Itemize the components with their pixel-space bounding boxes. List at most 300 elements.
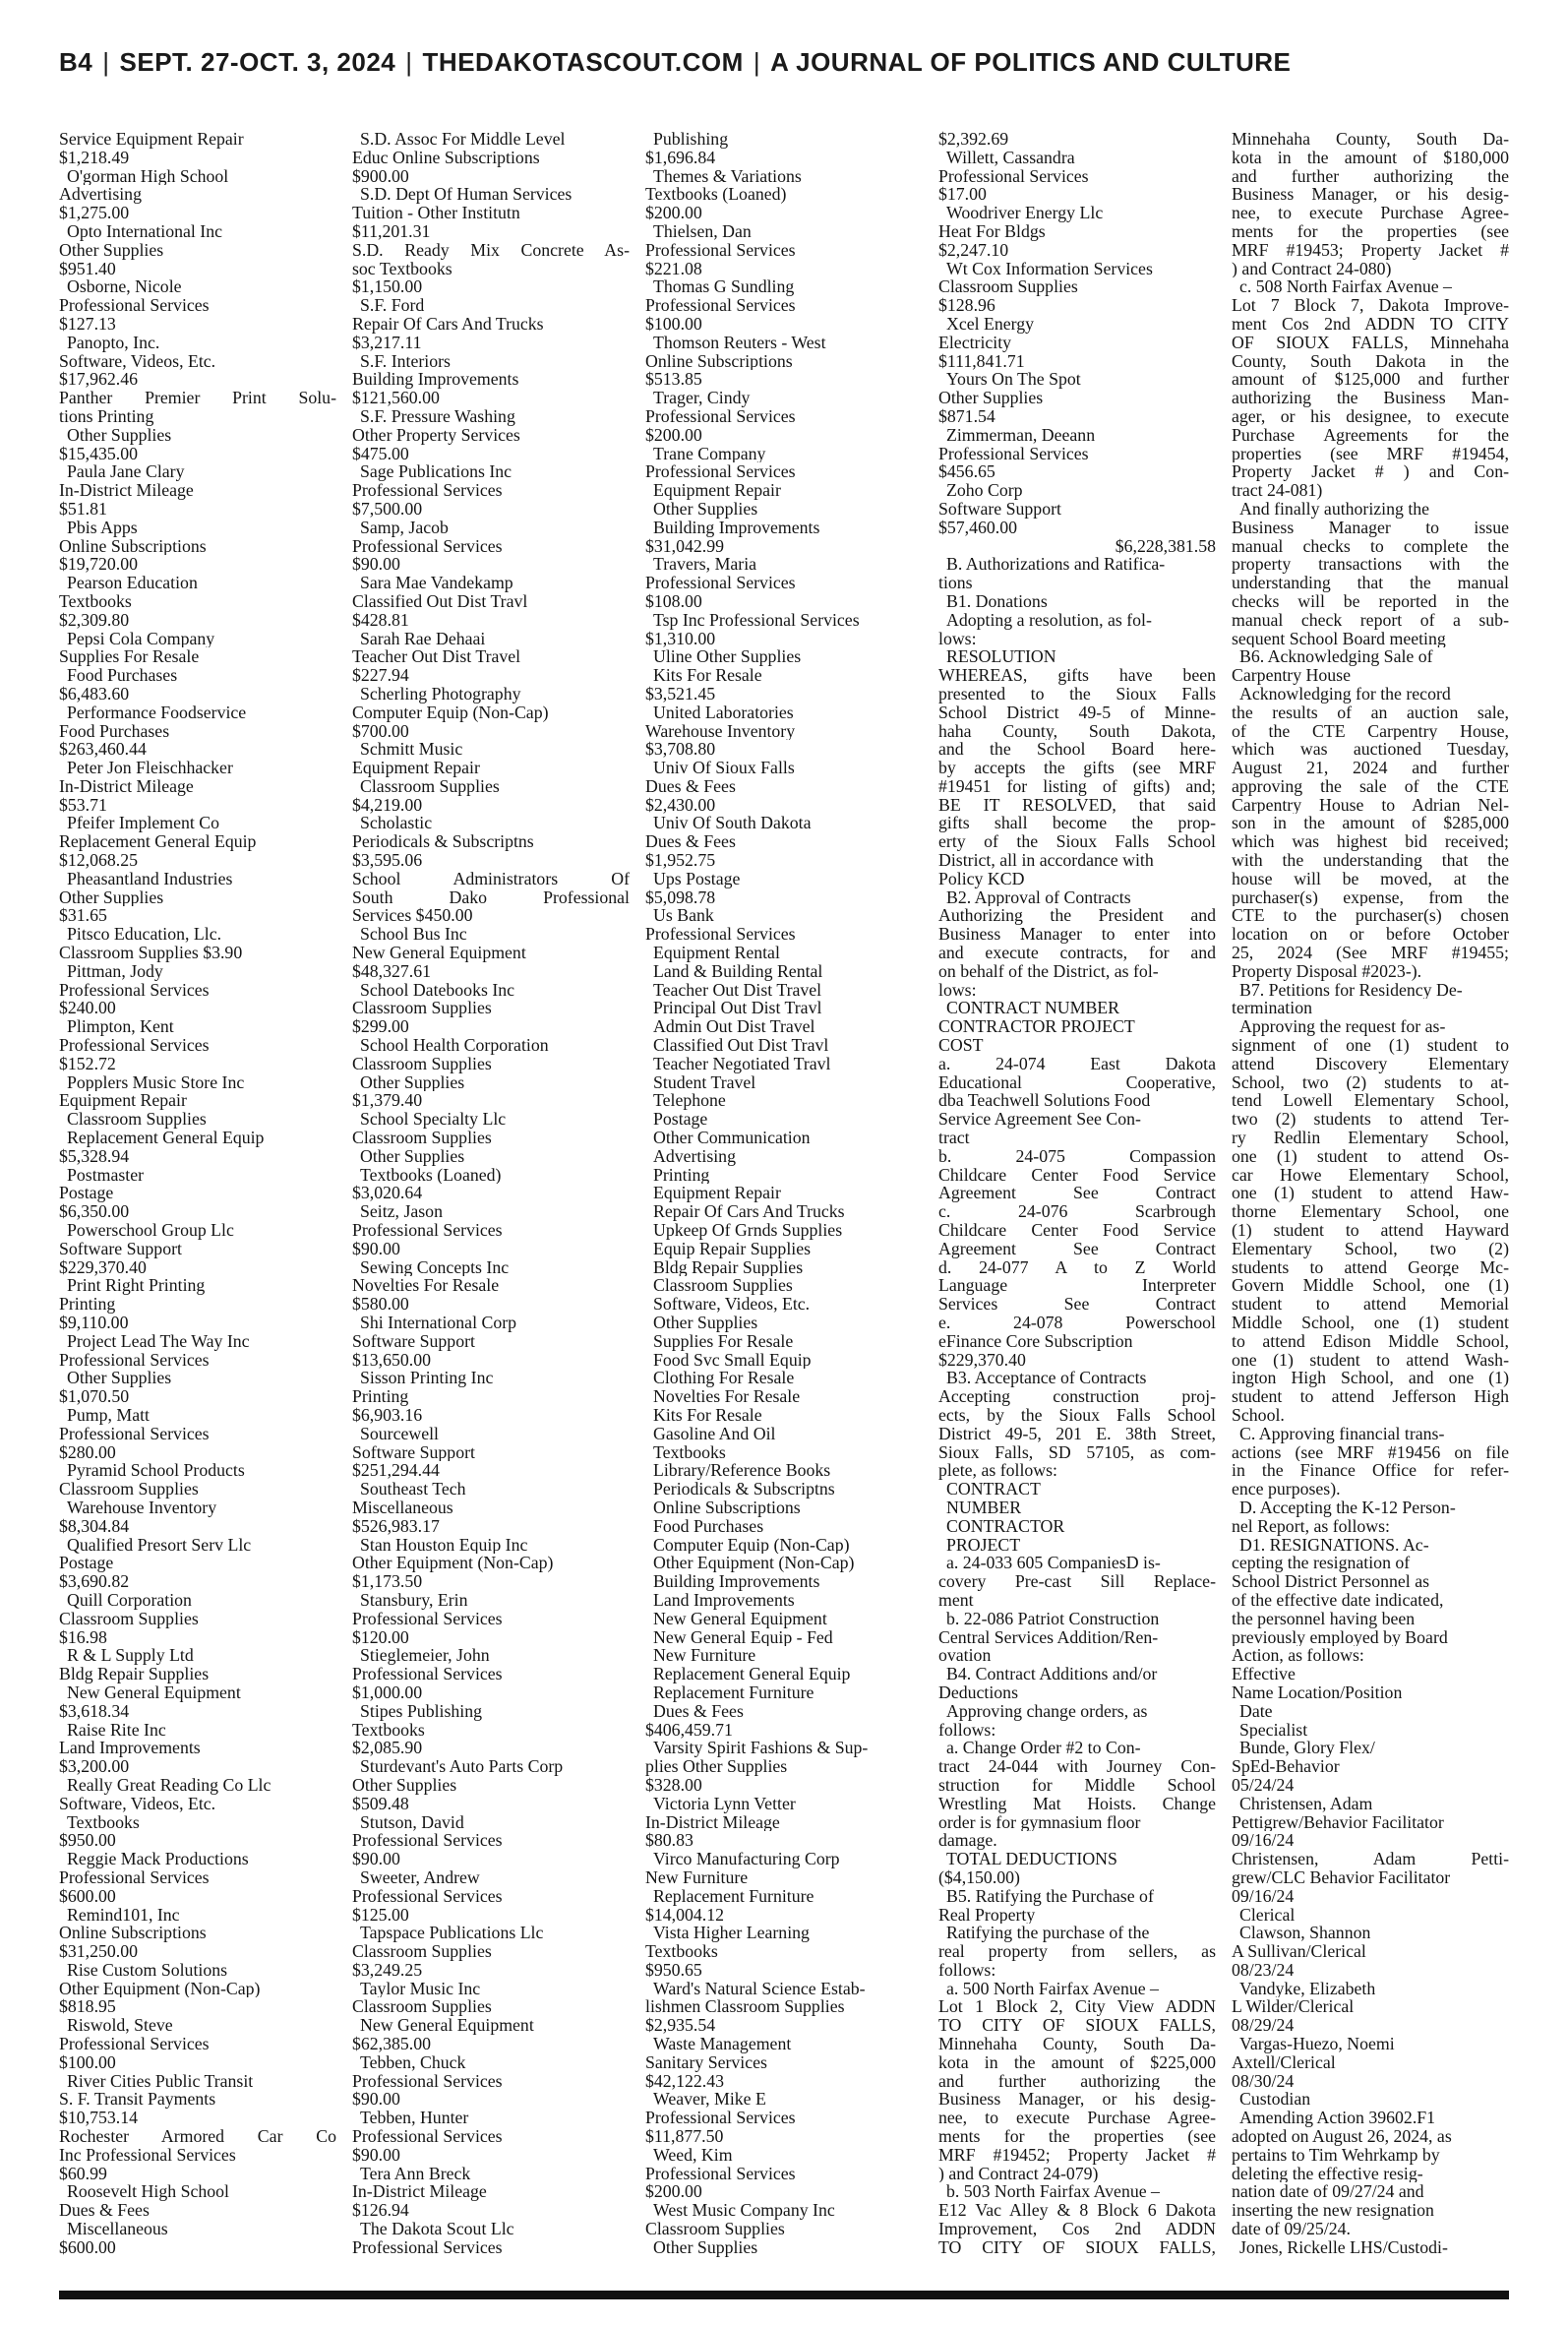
text-line: $580.00	[352, 1295, 409, 1314]
text-line: Professional Services	[59, 2035, 210, 2053]
text-line: Sourcewell	[360, 1424, 439, 1443]
text-line: Adopting a resolution, as fol-	[946, 610, 1152, 630]
text-line: $90.00	[352, 2090, 400, 2110]
text-line: $2,392.69	[938, 130, 1009, 149]
text-line: Sweeter, Andrew	[360, 1867, 480, 1887]
text-line: sequent School Board meeting	[1232, 629, 1446, 648]
text-line: Professional Services	[352, 1665, 503, 1683]
text-line: Services $450.00	[352, 906, 473, 926]
text-line: Improvement, Cos 2nd ADDN	[938, 2220, 1216, 2238]
text-line: $31,042.99	[645, 536, 725, 556]
text-line: Wt Cox Information Services	[946, 259, 1153, 278]
text-line: Classroom Supplies	[938, 277, 1078, 297]
text-line: Date	[1239, 1701, 1273, 1721]
text-line: ment Cos 2nd ADDN TO CITY	[1232, 314, 1509, 334]
text-line: Food Purchases	[653, 1516, 764, 1536]
text-line: Admin Out Dist Travel	[653, 1017, 815, 1037]
text-line: Acknowledging for the record	[1239, 684, 1451, 704]
text-line: $2,430.00	[645, 795, 716, 815]
text-line: $900.00	[352, 166, 409, 186]
text-line: $1,310.00	[645, 629, 716, 648]
text-line: New General Equipment	[653, 1609, 827, 1628]
text-line: which was auctioned Tuesday,	[1232, 740, 1509, 760]
text-line: Thomson Reuters - West	[653, 333, 826, 352]
text-line: approving the sale of the CTE	[1232, 776, 1509, 796]
text-line: Classroom Supplies	[653, 1276, 793, 1296]
text-line: Christensen, Adam Petti-	[1232, 1850, 1509, 1868]
column-3	[645, 130, 923, 2285]
text-line: haha County, South Dakota,	[938, 721, 1216, 741]
text-line: S.F. Interiors	[360, 351, 451, 371]
text-line: Varsity Spirit Fashions & Sup-	[653, 1739, 869, 1758]
text-line: Building Improvements	[352, 370, 519, 390]
text-line: $263,460.44	[59, 740, 147, 760]
text-line: ) and Contract 24-080)	[1232, 259, 1392, 278]
text-line: attend Discovery Elementary	[1232, 1054, 1509, 1073]
text-line: NUMBER	[946, 1498, 1022, 1517]
text-line: Osborne, Nicole	[67, 277, 182, 297]
text-line: Reggie Mack Productions	[67, 1850, 249, 1868]
text-line: WHEREAS, gifts have been	[938, 666, 1216, 685]
text-line: $200.00	[645, 204, 702, 222]
text-line: $14,004.12	[645, 1905, 725, 1925]
text-line: Service Equipment Repair	[59, 130, 244, 149]
text-line: Gasoline And Oil	[653, 1424, 776, 1443]
text-line: Other Supplies	[67, 1369, 172, 1388]
text-line: B7. Petitions for Residency De-	[1239, 980, 1463, 1000]
text-line: one (1) student to attend Os-	[1232, 1146, 1509, 1166]
text-line: Rise Custom Solutions	[67, 1960, 228, 1980]
text-line: Axtell/Clerical	[1232, 2052, 1336, 2072]
text-line: Action, as follows:	[1232, 1646, 1364, 1666]
text-line: Other Supplies	[352, 1775, 457, 1795]
text-line: lows:	[938, 629, 977, 648]
text-line: follows:	[938, 1720, 996, 1740]
text-line: Other Supplies	[59, 887, 164, 907]
text-line: $12,068.25	[59, 851, 139, 870]
text-line: Software, Videos, Etc.	[653, 1295, 811, 1314]
text-line: checks will be reported in the	[1232, 591, 1509, 611]
text-line: Professional Services	[352, 481, 503, 500]
text-line: Name Location/Position	[1232, 1683, 1403, 1702]
text-line: In-District Mileage	[645, 1812, 780, 1832]
text-line: $80.83	[645, 1831, 694, 1851]
text-line: Dues & Fees	[645, 832, 736, 852]
text-line: Advertising	[653, 1146, 736, 1166]
text-line: Replacement General Equip	[59, 832, 257, 852]
text-line: $6,350.00	[59, 1202, 130, 1222]
text-line: $950.65	[645, 1960, 702, 1980]
text-line: B. Authorizations and Ratifica-	[946, 555, 1166, 575]
text-line: Victoria Lynn Vetter	[653, 1794, 796, 1813]
text-line: Minnehaha County, South Da-	[938, 2035, 1216, 2053]
text-line: Effective	[1232, 1665, 1296, 1683]
text-line: $1,379.40	[352, 1091, 423, 1111]
text-line: $3,521.45	[645, 684, 716, 704]
text-line: $456.65	[938, 462, 995, 482]
text-line: Plimpton, Kent	[67, 1017, 174, 1037]
text-line: Educ Online Subscriptions	[352, 148, 540, 167]
text-line: #19451 for listing of gifts) and;	[938, 776, 1216, 796]
text-line: S.F. Pressure Washing	[360, 406, 515, 426]
text-line: Educational Cooperative,	[938, 1072, 1216, 1092]
text-line: Novelties For Resale	[352, 1276, 500, 1296]
text-line: Approving the request for as-	[1239, 1017, 1446, 1037]
text-line: Tsp Inc Professional Services	[653, 610, 860, 630]
text-line: $1,150.00	[352, 277, 423, 297]
text-line: Waste Management	[653, 2035, 792, 2053]
text-line: Sara Mae Vandekamp	[360, 574, 513, 592]
text-line: tions Printing	[59, 406, 154, 426]
text-line: manual check report of a sub-	[1232, 610, 1509, 630]
text-line: Teacher Negotiated Travl	[653, 1054, 831, 1073]
text-line: Professional Services	[645, 240, 796, 260]
text-line: Land Improvements	[653, 1590, 795, 1610]
text-line: $51.81	[59, 499, 107, 519]
text-line: $2,247.10	[938, 240, 1009, 260]
text-line: School District Personnel as	[1232, 1572, 1430, 1591]
text-line: a. 24-033 605 CompaniesD is-	[946, 1554, 1161, 1573]
text-line: SpEd-Behavior	[1232, 1757, 1340, 1776]
text-line: on behalf of the District, as fol-	[938, 961, 1159, 981]
text-line: location on or before October	[1232, 925, 1509, 945]
text-line: Schmitt Music	[360, 740, 463, 760]
text-line: Repair Of Cars And Trucks	[352, 314, 544, 334]
text-line: Pittman, Jody	[67, 961, 163, 981]
text-line: $48,327.61	[352, 961, 432, 981]
text-line: $125.00	[352, 1905, 409, 1925]
text-line: house will be moved, at the	[1232, 869, 1509, 888]
text-line: Business Manager to issue	[1232, 518, 1509, 537]
text-line: one (1) student to attend Wash-	[1232, 1350, 1509, 1370]
text-line: Principal Out Dist Travl	[653, 999, 822, 1018]
text-line: Classified Out Dist Travl	[653, 1036, 829, 1055]
text-line: $108.00	[645, 591, 702, 611]
text-line: Peter Jon Fleischhacker	[67, 759, 233, 777]
text-line: $600.00	[59, 2237, 116, 2257]
text-line: Publishing	[653, 130, 729, 149]
text-line: Food Purchases	[59, 721, 170, 741]
text-line: Kits For Resale	[653, 1405, 762, 1425]
text-line: Other Supplies	[360, 1146, 465, 1166]
text-line: Project Lead The Way Inc	[67, 1331, 250, 1351]
text-line: In-District Mileage	[352, 2182, 487, 2202]
text-line: Printing	[653, 1165, 710, 1185]
text-line: PROJECT	[946, 1535, 1021, 1555]
text-line: $16.98	[59, 1627, 107, 1647]
text-line: $10,753.14	[59, 2109, 139, 2128]
text-line: Equipment Rental	[653, 944, 780, 962]
text-line: MRF #19452; Property Jacket #	[938, 2145, 1216, 2165]
text-line: $57,460.00	[938, 518, 1018, 537]
text-line: $299.00	[352, 1017, 409, 1037]
text-line: one (1) student to attend Haw-	[1232, 1184, 1509, 1203]
text-line: Childcare Center Food Service	[938, 1165, 1216, 1185]
text-line: Qualified Presort Serv Llc	[67, 1535, 252, 1555]
text-line: Textbooks	[645, 1942, 718, 1961]
text-line: New Furniture	[653, 1646, 756, 1666]
text-line: Southeast Tech	[360, 1480, 466, 1499]
text-line: Classroom Supplies	[67, 1110, 207, 1130]
text-line: a. 24-074 East Dakota	[938, 1054, 1216, 1073]
text-line: Textbooks	[59, 591, 132, 611]
text-line: nation date of 09/27/24 and	[1232, 2182, 1424, 2202]
text-line: Building Improvements	[653, 518, 820, 537]
text-line: 08/30/24	[1232, 2071, 1295, 2091]
text-line: Professional Services	[59, 1867, 210, 1887]
text-line: $2,085.90	[352, 1739, 423, 1758]
text-line: Sage Publications Inc	[360, 462, 513, 482]
text-line: (1) student to attend Hayward	[1232, 1221, 1509, 1240]
text-line: School Specialty Llc	[360, 1110, 507, 1130]
text-line: Supplies For Resale	[59, 647, 200, 667]
text-line: Professional Services	[352, 1886, 503, 1906]
text-line: School, two (2) students to at-	[1232, 1072, 1509, 1092]
text-line: and further authorizing the	[938, 2071, 1216, 2091]
text-line: Seitz, Jason	[360, 1202, 443, 1222]
text-line: Food Svc Small Equip	[653, 1350, 812, 1370]
text-line: Remind101, Inc	[67, 1905, 180, 1925]
separator: |	[102, 47, 110, 77]
text-line: Travers, Maria	[653, 555, 757, 575]
text-line: tract 24-081)	[1232, 481, 1323, 500]
text-line: to attend Edison Middle School,	[1232, 1331, 1509, 1351]
text-line: Postage	[59, 1184, 114, 1203]
text-line: Professional Services	[645, 2109, 796, 2128]
text-line: Miscellaneous	[352, 1498, 453, 1517]
text-line: D. Accepting the K-12 Person-	[1239, 1498, 1456, 1517]
text-line: Software Support	[352, 1442, 475, 1462]
text-line: Building Improvements	[653, 1572, 820, 1591]
text-line: Replacement Furniture	[653, 1683, 814, 1702]
text-line: Software Support	[59, 1239, 182, 1258]
text-line: nee, to execute Purchase Agree-	[1232, 204, 1509, 222]
text-line: Purchase Agreements for the	[1232, 425, 1509, 445]
text-line: $3,200.00	[59, 1757, 130, 1776]
text-line: Pitsco Education, Llc.	[67, 925, 222, 945]
text-line: Other Equipment (Non-Cap)	[352, 1554, 554, 1573]
text-line: Govern Middle School, one (1)	[1232, 1276, 1509, 1296]
text-line: $90.00	[352, 1239, 400, 1258]
text-line: Specialist	[1239, 1720, 1308, 1740]
text-line: Shi International Corp	[360, 1314, 517, 1332]
text-line: Classified Out Dist Travl	[352, 591, 528, 611]
text-line: Professional Services	[645, 925, 796, 945]
text-line: $3,708.80	[645, 740, 716, 760]
text-line: Minnehaha County, South Da-	[1232, 130, 1509, 149]
text-line: car Howe Elementary School,	[1232, 1165, 1509, 1185]
text-line: Pyramid School Products	[67, 1461, 245, 1481]
text-line: inserting the new resignation	[1232, 2201, 1434, 2221]
text-line: of the effective date indicated,	[1232, 1590, 1444, 1610]
text-line: Repair Of Cars And Trucks	[653, 1202, 845, 1222]
text-line: $3,618.34	[59, 1701, 130, 1721]
tagline: A JOURNAL OF POLITICS AND CULTURE	[770, 47, 1292, 77]
text-line: Carpentry House to Adrian Nel-	[1232, 795, 1509, 815]
column-1	[59, 130, 336, 2285]
text-line: Land Improvements	[59, 1739, 201, 1758]
text-line: Accepting construction proj-	[938, 1387, 1216, 1406]
text-line: Deductions	[938, 1683, 1018, 1702]
text-line: Sioux Falls, SD 57105, as com-	[938, 1442, 1216, 1462]
text-line: August 21, 2024 and further	[1232, 759, 1509, 777]
text-line: Inc Professional Services	[59, 2145, 236, 2165]
text-line: son in the amount of $285,000	[1232, 814, 1509, 833]
text-line: $31.65	[59, 906, 107, 926]
text-line: grew/CLC Behavior Facilitator	[1232, 1867, 1451, 1887]
text-line: New General Equipment	[352, 944, 526, 962]
site-name: THEDAKOTASCOUT.COM	[422, 47, 744, 77]
text-line: Upkeep Of Grnds Supplies	[653, 1221, 843, 1240]
text-line: New General Equipment	[360, 2016, 534, 2036]
text-line: Pbis Apps	[67, 518, 138, 537]
text-line: ington High School, and one (1)	[1232, 1369, 1509, 1388]
text-line: dba Teachwell Solutions Food	[938, 1091, 1151, 1111]
text-line: $600.00	[59, 1886, 116, 1906]
text-line: Jones, Rickelle LHS/Custodi-	[1239, 2237, 1448, 2257]
text-line: Professional Services	[645, 574, 796, 592]
text-line: Pettigrew/Behavior Facilitator	[1232, 1812, 1444, 1832]
text-line: c. 508 North Fairfax Avenue –	[1239, 277, 1452, 297]
text-line: $121,560.00	[352, 389, 440, 407]
text-line: Ups Postage	[653, 869, 741, 888]
text-line: Other Supplies	[360, 1072, 465, 1092]
text-line: Bldg Repair Supplies	[59, 1665, 210, 1683]
text-line: 09/16/24	[1232, 1886, 1295, 1906]
text-line: Software Support	[938, 499, 1061, 519]
text-line: Software Support	[352, 1331, 475, 1351]
text-line: Trane Company	[653, 444, 766, 463]
text-line: soc Textbooks	[352, 259, 452, 278]
text-line: $227.94	[352, 666, 409, 685]
text-line: Professional Services	[59, 980, 210, 1000]
text-line: $15,435.00	[59, 444, 139, 463]
text-line: Professional Services	[59, 1036, 210, 1055]
text-line: b. 22-086 Patriot Construction	[946, 1609, 1160, 1628]
text-line: A Sullivan/Clerical	[1232, 1942, 1366, 1961]
text-line: Wrestling Mat Hoists. Change	[938, 1794, 1216, 1813]
text-line: Other Equipment (Non-Cap)	[653, 1554, 855, 1573]
text-line: Equipment Repair	[352, 759, 480, 777]
text-line: eFinance Core Subscription	[938, 1331, 1133, 1351]
text-line: Textbooks	[352, 1720, 425, 1740]
text-line: $280.00	[59, 1442, 116, 1462]
text-line: Postage	[59, 1554, 114, 1573]
text-line: Virco Manufacturing Corp	[653, 1850, 840, 1868]
text-line: Periodicals & Subscriptns	[352, 832, 534, 852]
text-line: ager, or his designee, to execute	[1232, 406, 1509, 426]
text-line: $111,841.71	[938, 351, 1025, 371]
text-line: Professional Services	[59, 296, 210, 315]
text-line: Authorizing the President and	[938, 906, 1216, 926]
text-line: Xcel Energy	[946, 314, 1035, 334]
text-line: Stan Houston Equip Inc	[360, 1535, 528, 1555]
text-line: Custodian	[1239, 2090, 1311, 2110]
text-line: Printing	[352, 1387, 409, 1406]
text-line: pertains to Tim Wehrkamp by	[1232, 2145, 1440, 2165]
text-line: Vargas-Huezo, Noemi	[1239, 2035, 1395, 2053]
text-line: Stansbury, Erin	[360, 1590, 468, 1610]
text-line: Equipment Repair	[59, 1091, 187, 1111]
text-line: Teacher Out Dist Travel	[653, 980, 822, 1000]
text-line: ) and Contract 24-079)	[938, 2164, 1099, 2183]
text-line: Other Supplies	[653, 2237, 758, 2257]
text-line: lows:	[938, 980, 977, 1000]
text-line: Scholastic	[360, 814, 433, 833]
text-line: Other Supplies	[653, 499, 758, 519]
text-line: $475.00	[352, 444, 409, 463]
text-line: Tuition - Other Institutn	[352, 204, 520, 222]
text-line: Professional Services	[938, 166, 1089, 186]
text-line: Samp, Jacob	[360, 518, 449, 537]
text-line: $526,983.17	[352, 1516, 440, 1536]
text-line: student to attend Memorial	[1232, 1295, 1509, 1314]
text-line: Amending Action 39602.F1	[1239, 2109, 1436, 2128]
text-line: Christensen, Adam	[1239, 1794, 1373, 1813]
text-line: Professional Services	[645, 406, 796, 426]
text-line: $1,275.00	[59, 204, 130, 222]
text-line: deleting the effective resig-	[1232, 2164, 1423, 2183]
text-line: In-District Mileage	[59, 776, 194, 796]
text-line: Replacement General Equip	[653, 1665, 851, 1683]
text-line: Tebben, Hunter	[360, 2109, 469, 2128]
text-line: Replacement Furniture	[653, 1886, 814, 1906]
text-line: $513.85	[645, 370, 702, 390]
text-line: damage.	[938, 1831, 997, 1851]
text-line: ment	[938, 1590, 974, 1610]
text-line: River Cities Public Transit	[67, 2071, 254, 2091]
text-line: Periodicals & Subscriptns	[653, 1480, 835, 1499]
text-line: S.D. Assoc For Middle Level	[360, 130, 566, 149]
text-line: nee, to execute Purchase Agree-	[938, 2109, 1216, 2128]
article-columns	[59, 130, 1509, 2285]
text-line: ry Redlin Elementary School,	[1232, 1129, 1509, 1147]
text-line: $871.54	[938, 406, 995, 426]
text-line: S.F. Ford	[360, 296, 425, 315]
text-line: Popplers Music Store Inc	[67, 1072, 245, 1092]
text-line: the results of an auction sale,	[1232, 703, 1509, 722]
text-line: Professional Services	[645, 2164, 796, 2183]
text-line: $1,952.75	[645, 851, 716, 870]
text-line: Powerschool Group Llc	[67, 1221, 234, 1240]
text-line: School Datebooks Inc	[360, 980, 515, 1000]
text-line: $951.40	[59, 259, 116, 278]
text-line: Us Bank	[653, 906, 714, 926]
text-line: $3,217.11	[352, 333, 422, 352]
text-line: Other Equipment (Non-Cap)	[59, 1979, 261, 1998]
text-line: TOTAL DEDUCTIONS	[946, 1850, 1117, 1868]
text-line: Advertising	[59, 185, 142, 205]
text-line: kota in the amount of $180,000	[1232, 148, 1509, 167]
text-line: Textbooks	[67, 1812, 140, 1832]
text-line: Equip Repair Supplies	[653, 1239, 812, 1258]
text-line: $4,219.00	[352, 795, 423, 815]
text-line: 09/16/24	[1232, 1831, 1295, 1851]
text-line: Sewing Concepts Inc	[360, 1257, 510, 1277]
text-line: $251,294.44	[352, 1461, 440, 1481]
text-line: ments for the properties (see	[938, 2127, 1216, 2146]
text-line: $31,250.00	[59, 1942, 139, 1961]
text-line: property transactions with the	[1232, 555, 1509, 575]
text-line: the personnel having been	[1232, 1609, 1416, 1628]
text-line: Real Property	[938, 1905, 1036, 1925]
text-line: Language Interpreter	[938, 1276, 1216, 1296]
text-line: and execute contracts, for and	[938, 944, 1216, 962]
text-line: TO CITY OF SIOUX FALLS,	[938, 2237, 1216, 2257]
text-line: Textbooks	[653, 1442, 726, 1462]
text-line: D1. RESIGNATIONS. Ac-	[1239, 1535, 1429, 1555]
text-line: B4. Contract Additions and/or	[946, 1665, 1158, 1683]
